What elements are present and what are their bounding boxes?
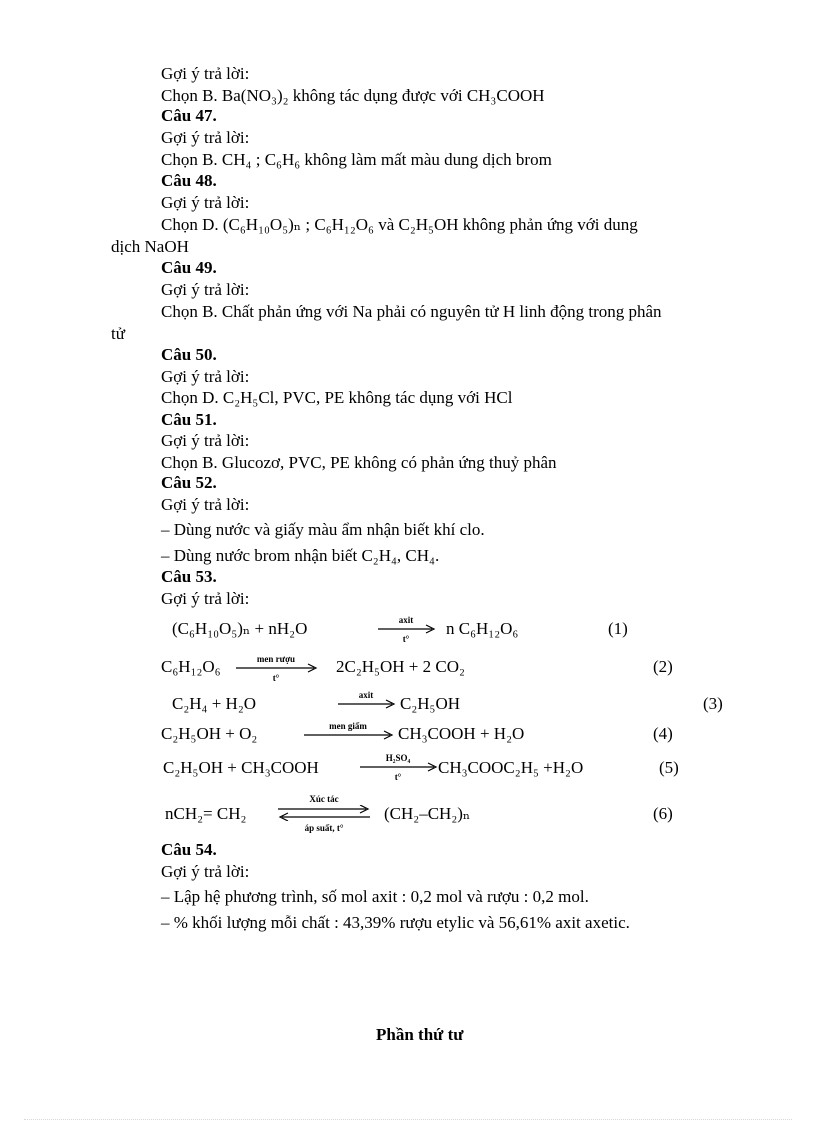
- answer-hint-label: Gợi ý trả lời:: [161, 495, 250, 514]
- reaction-6-products: (CH₂–CH₂)ₙ: [384, 804, 471, 823]
- reaction-1-condition-top: axit: [398, 615, 414, 625]
- reaction-4-reactants: C₂H₅OH + O₂: [161, 724, 258, 743]
- reaction-2-condition-bottom: t°: [272, 673, 280, 683]
- reaction-1-products: n C₆H₁₂O₆: [446, 619, 519, 638]
- reaction-4-products: CH₃COOH + H₂O: [398, 724, 525, 743]
- reaction-3-reactants: C₂H₄ + H₂O: [172, 694, 257, 713]
- reaction-4-arrow: [304, 730, 394, 740]
- answer-48: Chọn D. (C₆H₁₀O₅)ₙ ; C₆H₁₂O₆ và C₂H₅OH không phản ứng với dung: [161, 215, 638, 234]
- answer-47: Chọn B. CH₄ ; C₆H₆ không làm mất màu dung dịch brom: [161, 150, 552, 169]
- answer-51: Chọn B. Glucozơ, PVC, PE không có phản ứng thuỷ phân: [161, 453, 557, 472]
- reaction-1-reactants: (C₆H₁₀O₅)ₙ + nH₂O: [172, 619, 308, 638]
- reaction-2-reactants: C₆H₁₂O₆: [161, 657, 221, 676]
- answer-hint-label: Gợi ý trả lời:: [161, 280, 250, 299]
- reaction-6-number: (6): [653, 804, 673, 823]
- answer-49-continued: tử: [111, 324, 125, 343]
- answer-54-item-2: – % khối lượng mỗi chất : 43,39% rượu etylic và 56,61% axit axetic.: [161, 913, 630, 932]
- reaction-5-reactants: C₂H₅OH + CH₃COOH: [163, 758, 319, 777]
- reaction-6-reactants: nCH₂= CH₂: [165, 804, 247, 823]
- answer-48-continued: dịch NaOH: [111, 237, 189, 256]
- answer-hint-label: Gợi ý trả lời:: [161, 367, 250, 386]
- reaction-2-number: (2): [653, 657, 673, 676]
- reaction-6-condition-top: Xúc tác: [309, 794, 339, 804]
- section-title: Phần thứ tư: [376, 1025, 464, 1044]
- question-heading-52: Câu 52.: [161, 473, 217, 492]
- question-heading-53: Câu 53.: [161, 567, 217, 586]
- reaction-5-arrow: [360, 762, 438, 772]
- question-heading-51: Câu 51.: [161, 410, 217, 429]
- question-heading-48: Câu 48.: [161, 171, 217, 190]
- reaction-1-number: (1): [608, 619, 628, 638]
- reaction-6-equilibrium-arrow: [276, 805, 372, 821]
- question-heading-54: Câu 54.: [161, 840, 217, 859]
- answer-hint-label: Gợi ý trả lời:: [161, 128, 250, 147]
- answer-hint-label: Gợi ý trả lời:: [161, 589, 250, 608]
- reaction-2-arrow: [236, 663, 318, 673]
- reaction-3-arrow: [338, 699, 396, 709]
- answer-50: Chọn D. C₂H₅Cl, PVC, PE không tác dụng với HCl: [161, 388, 513, 407]
- page-footer-divider: [24, 1119, 792, 1120]
- reaction-5-condition-bottom: t°: [394, 772, 402, 782]
- question-heading-47: Câu 47.: [161, 106, 217, 125]
- reaction-2-condition-top: men rượu: [256, 654, 296, 664]
- question-heading-50: Câu 50.: [161, 345, 217, 364]
- reaction-4-condition-top: men giấm: [329, 721, 367, 731]
- reaction-6-condition-bottom: áp suất, t°: [304, 823, 344, 833]
- reaction-3-products: C₂H₅OH: [400, 694, 461, 713]
- reaction-1-arrow: [378, 624, 436, 634]
- answer-52-item-1: – Dùng nước và giấy màu ẩm nhận biết khí clo.: [161, 520, 485, 539]
- answer-hint-label: Gợi ý trả lời:: [161, 862, 250, 881]
- reaction-5-condition-top: H₂SO₄: [385, 753, 411, 763]
- answer-54-item-1: – Lập hệ phương trình, số mol axit : 0,2 mol và rượu : 0,2 mol.: [161, 887, 589, 906]
- reaction-3-condition-top: axit: [358, 690, 374, 700]
- question-heading-49: Câu 49.: [161, 258, 217, 277]
- answer-49: Chọn B. Chất phản ứng với Na phải có nguyên tử H linh động trong phân: [161, 302, 662, 321]
- reaction-2-products: 2C₂H₅OH + 2 CO₂: [336, 657, 465, 676]
- reaction-5-number: (5): [659, 758, 679, 777]
- reaction-4-number: (4): [653, 724, 673, 743]
- reaction-3-number: (3): [703, 694, 723, 713]
- answer-hint-label: Gợi ý trả lời:: [161, 193, 250, 212]
- answer-52-item-2: – Dùng nước brom nhận biết C₂H₄, CH₄.: [161, 546, 440, 565]
- reaction-1-condition-bottom: t°: [402, 634, 410, 644]
- answer-hint-label: Gợi ý trả lời:: [161, 431, 250, 450]
- reaction-5-products: CH₃COOC₂H₅ +H₂O: [438, 758, 584, 777]
- answer-hint-label: Gợi ý trả lời:: [161, 64, 250, 83]
- answer-46: Chọn B. Ba(NO₃)₂ không tác dụng được với CH₃COOH: [161, 86, 545, 105]
